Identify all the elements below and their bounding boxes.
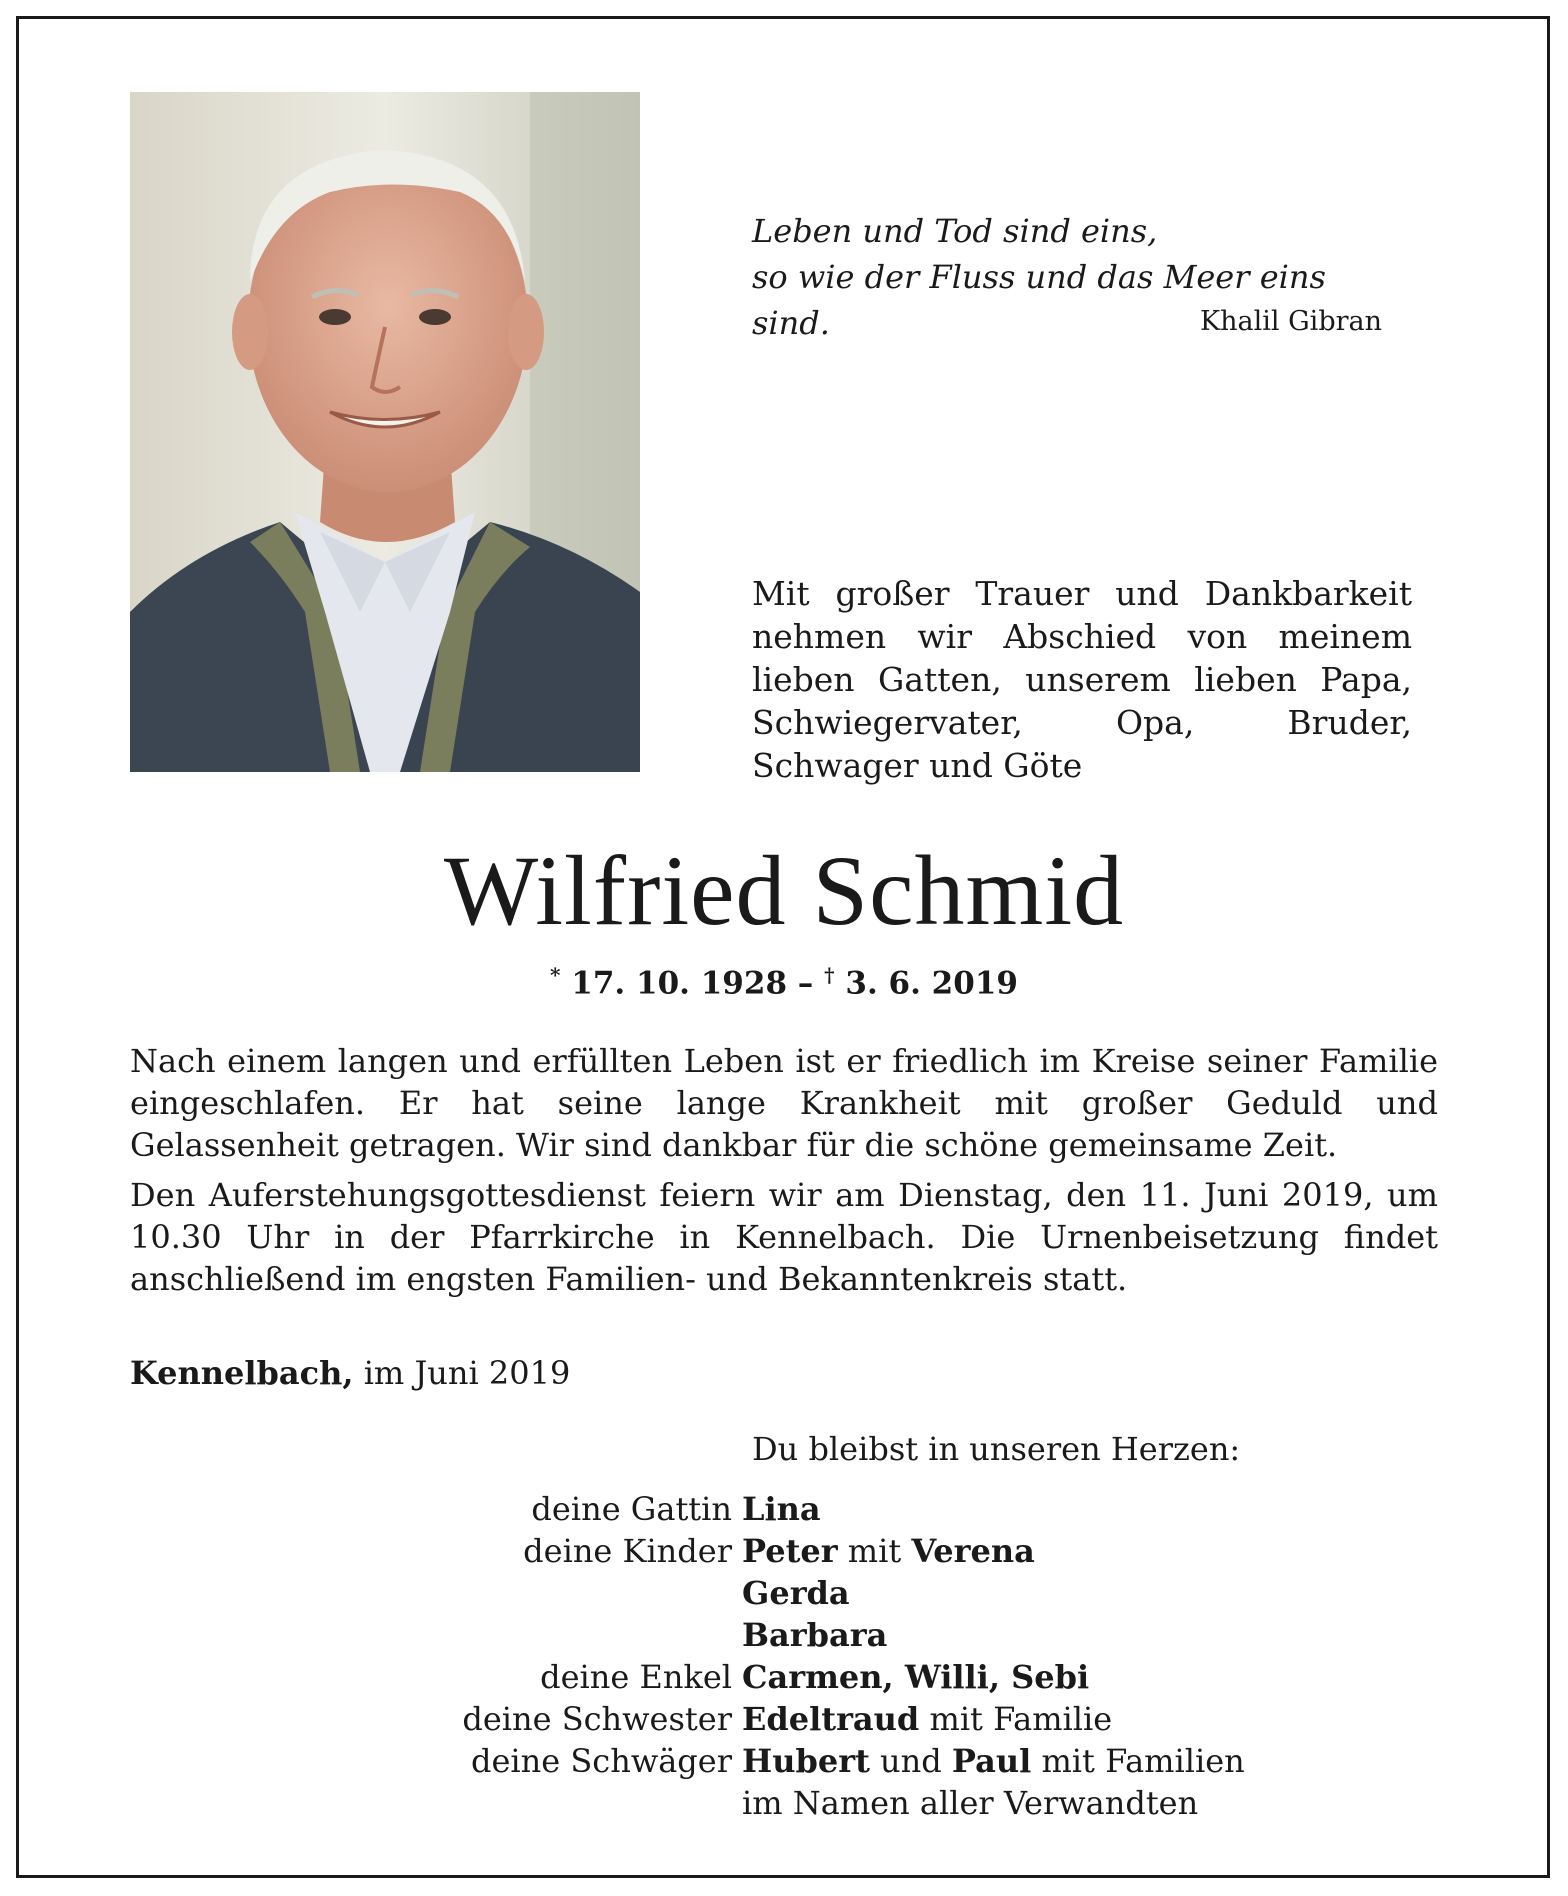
family-member: Gerda — [742, 1574, 850, 1612]
list-item — [130, 1698, 1430, 1740]
family-member: Barbara — [742, 1616, 888, 1654]
quote-author: Khalil Gibran — [1199, 306, 1382, 337]
family-member: Lina — [742, 1490, 821, 1528]
intro-text: Mit großer Trauer und Dankbarkeit nehmen wir Abschied von meinem lieben Gatten, unserem lieben Papa, Schwiegervater, Opa, Bruder, Schwager und Göte — [752, 574, 1412, 785]
life-dates — [0, 963, 1568, 1001]
quote-line-2: so wie der Fluss und das Meer eins sind. — [752, 258, 1326, 342]
place-date: im Juni 2019 — [363, 1354, 571, 1392]
list-item — [130, 1488, 1430, 1530]
quote-line-1: Leben und Tod sind eins, — [752, 212, 1158, 250]
list-item — [130, 1530, 1430, 1572]
death-symbol: † — [824, 963, 835, 987]
list-item — [130, 1782, 1430, 1824]
family-member: Edeltraud — [742, 1700, 920, 1738]
family-closing: im Namen aller Verwandten — [742, 1784, 1199, 1822]
family-label: deine Enkel — [540, 1658, 732, 1696]
family-label: deine Kinder — [523, 1532, 732, 1570]
birth-symbol: * — [550, 963, 561, 987]
death-date: 3. 6. 2019 — [845, 965, 1018, 1002]
body-paragraph-2: Den Auferstehungsgottesdienst feiern wir am Dienstag, den 11. Juni 2019, um 10.30 Uhr in der Pfarrkirche in Kennelbach. Die Urnenbeisetzung findet anschließend im engsten Familien- und Bekanntenkreis statt. — [130, 1176, 1438, 1298]
list-item — [130, 1656, 1430, 1698]
family-label: deine Schwäger — [470, 1742, 732, 1780]
birth-date: 17. 10. 1928 – — [571, 965, 814, 1002]
family-member: Verena — [911, 1532, 1035, 1570]
family-member: Peter — [742, 1532, 838, 1570]
place-town: Kennelbach, — [130, 1354, 354, 1392]
portrait-photo — [130, 92, 640, 772]
farewell-line: Du bleibst in unseren Herzen: — [752, 1430, 1241, 1468]
family-list — [130, 1488, 1430, 1824]
list-item — [130, 1740, 1430, 1782]
list-item — [130, 1572, 1430, 1614]
family-label: deine Schwester — [462, 1700, 732, 1738]
family-suffix: mit Familien — [1041, 1742, 1245, 1780]
list-item — [130, 1614, 1430, 1656]
family-join: und — [880, 1742, 942, 1780]
place-and-date — [130, 1354, 570, 1392]
body-paragraph-1: Nach einem langen und erfüllten Leben ist er friedlich im Kreise seiner Familie eingeschlafen. Er hat seine lange Krankheit mit großer Geduld und Gelassenheit getragen. Wir sind dankbar für die schöne gemeinsame Zeit. — [130, 1042, 1438, 1164]
family-member: Paul — [951, 1742, 1032, 1780]
family-label: deine Gattin — [531, 1490, 732, 1528]
family-suffix: mit Familie — [929, 1700, 1113, 1738]
family-member: Carmen, Willi, Sebi — [742, 1658, 1090, 1696]
family-join: mit — [847, 1532, 902, 1570]
deceased-name: Wilfried Schmid — [443, 835, 1125, 946]
family-member: Hubert — [742, 1742, 870, 1780]
obituary-body — [130, 1040, 1438, 1308]
